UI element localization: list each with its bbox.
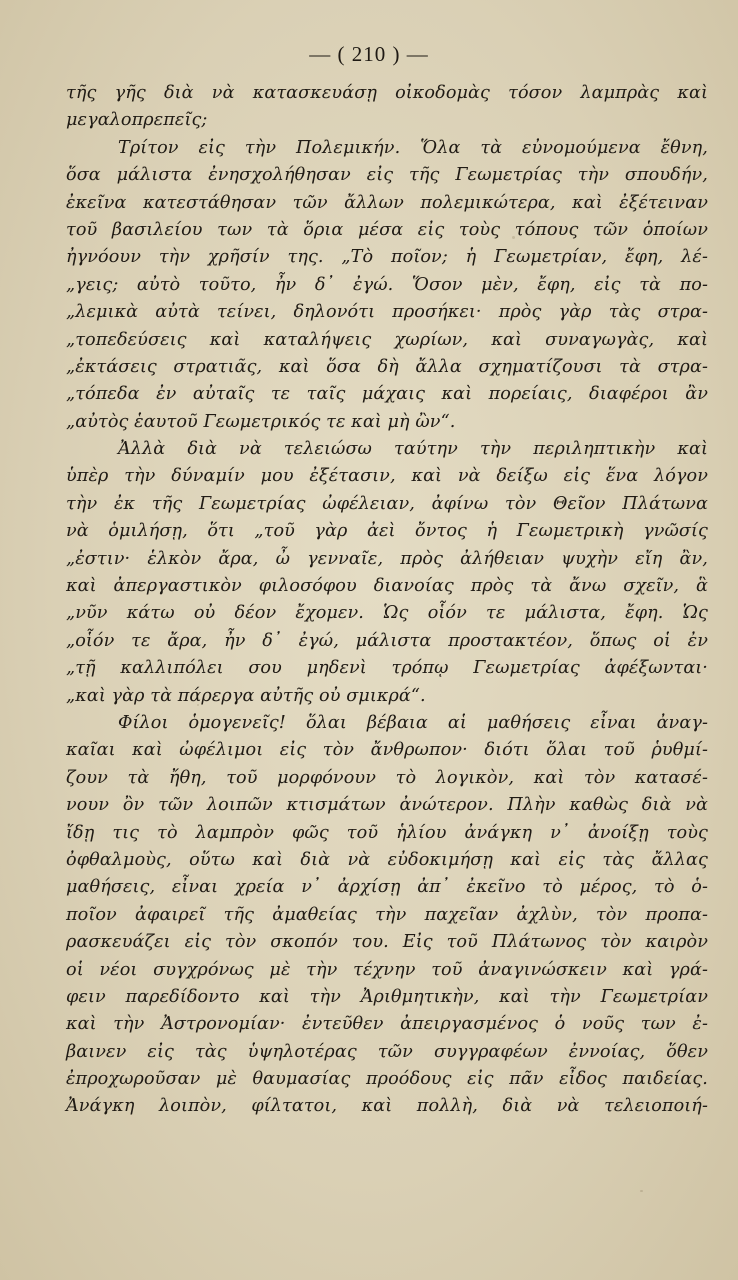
- text-line: „γεις; αὐτὸ τοῦτο, ἦν δ᾽ ἐγώ. Ὅσον μὲν, ἔφη, εἰς τὰ πο-: [66, 274, 708, 295]
- text-line: ρασκευάζει εἰς τὸν σκοπόν του. Εἰς τοῦ Πλάτωνος τὸν καιρὸν: [66, 932, 708, 953]
- text-line: ἠγνόουν τὴν χρῆσίν της. „Τὸ ποῖον; ἡ Γεωμετρίαν, ἔφη, λέ-: [66, 247, 708, 268]
- text-line: Ἀλλὰ διὰ νὰ τελειώσω ταύτην τὴν περιληπτικὴν καὶ: [118, 439, 708, 460]
- text-line: Ἀνάγκη λοιπὸν, φίλτατοι, καὶ πολλὴ, διὰ νὰ τελειοποιή-: [66, 1096, 708, 1117]
- text-line: ἐκεῖνα κατεστάθησαν τῶν ἄλλων πολεμικώτερα, καὶ ἐξέτειναν: [66, 192, 708, 213]
- text-line: ὑπὲρ τὴν δύναμίν μου ἐξέτασιν, καὶ νὰ δείξω εἰς ἕνα λόγον: [66, 466, 708, 487]
- text-line: Τρίτον εἰς τὴν Πολεμικήν. Ὅλα τὰ εὐνομούμενα ἔθνη,: [118, 137, 708, 158]
- text-line: φειν παρεδίδοντο καὶ τὴν Ἀριθμητικὴν, καὶ τὴν Γεωμετρίαν: [66, 986, 708, 1007]
- text-line: τῆς γῆς διὰ νὰ κατασκευάσῃ οἰκοδομὰς τόσον λαμπρὰς καὶ: [66, 83, 708, 103]
- text-line: „τῇ καλλιπόλει σου μηδενὶ τρόπῳ Γεωμετρίας ἀφέξωνται·: [66, 658, 708, 679]
- text-line: „καὶ γὰρ τὰ πάρεργα αὐτῆς οὐ σμικρά“.: [66, 685, 426, 706]
- text-line: ζουν τὰ ἤθη, τοῦ μορφόνουν τὸ λογικὸν, καὶ τὸν κατασέ-: [66, 767, 708, 788]
- text-line: „νῦν κάτω οὐ δέον ἔχομεν. Ὡς οἷόν τε μάλιστα, ἔφη. Ὡς: [66, 603, 708, 624]
- text-line: Φίλοι ὁμογενεῖς! ὅλαι βέβαια αἱ μαθήσεις εἶναι ἀναγ-: [118, 712, 708, 733]
- page-number-header: — ( 210 ) —: [309, 42, 429, 66]
- text-line: οἱ νέοι συγχρόνως μὲ τὴν τέχνην τοῦ ἀναγινώσκειν καὶ γρά-: [66, 959, 708, 980]
- text-line: τοῦ βασιλείου των τὰ ὅρια μέσα εἰς τοὺς τόπους τῶν ὁποίων: [66, 219, 708, 240]
- text-line: καῖαι καὶ ὠφέλιμοι εἰς τὸν ἄνθρωπον· διότι ὅλαι τοῦ ῥυθμί-: [66, 740, 708, 761]
- text-line: „τόπεδα ἐν αὐταῖς τε ταῖς μάχαις καὶ πορείαις, διαφέροι ἂν: [66, 384, 708, 405]
- text-line: ἴδῃ τις τὸ λαμπρὸν φῶς τοῦ ἡλίου ἀνάγκη ν᾽ ἀνοίξῃ τοὺς: [66, 822, 708, 843]
- text-line: „λεμικὰ αὐτὰ τείνει, δηλονότι προσήκει· πρὸς γὰρ τὰς στρα-: [66, 302, 708, 323]
- text-line: ὅσα μάλιστα ἐνησχολήθησαν εἰς τῆς Γεωμετρίας τὴν σπουδήν,: [66, 165, 708, 186]
- text-line: ποῖον ἀφαιρεῖ τῆς ἀμαθείας τὴν παχεῖαν ἀχλὺν, τὸν προπα-: [66, 904, 708, 925]
- text-line: ὀφθαλμοὺς, οὕτω καὶ διὰ νὰ εὐδοκιμήσῃ καὶ εἰς τὰς ἄλλας: [66, 849, 708, 870]
- paper-speck: [640, 1190, 643, 1192]
- text-line: καὶ ἀπεργαστικὸν φιλοσόφου διανοίας πρὸς τὰ ἄνω σχεῖν, ἃ: [66, 576, 708, 597]
- text-line: „ἐκτάσεις στρατιᾶς, καὶ ὅσα δὴ ἄλλα σχηματίζουσι τὰ στρα-: [66, 356, 708, 377]
- text-line: „ἐστιν· ἑλκὸν ἄρα, ὦ γενναῖε, πρὸς ἀλήθειαν ψυχὴν εἴη ἂν,: [66, 548, 708, 569]
- text-line: „αὐτὸς ἑαυτοῦ Γεωμετρικός τε καὶ μὴ ὢν“.: [66, 411, 456, 432]
- text-line: βαινεν εἰς τὰς ὑψηλοτέρας τῶν συγγραφέων ἐννοίας, ὅθεν: [66, 1041, 708, 1062]
- text-line: νὰ ὁμιλήσῃ, ὅτι „τοῦ γὰρ ἀεὶ ὄντος ἡ Γεωμετρικὴ γνῶσίς: [66, 521, 708, 542]
- paper-speck: [197, 704, 199, 706]
- text-line: „τοπεδεύσεις καὶ καταλήψεις χωρίων, καὶ συναγωγὰς, καὶ: [66, 329, 708, 350]
- text-line: καὶ τὴν Ἀστρονομίαν· ἐντεῦθεν ἀπειργασμένος ὁ νοῦς των ἐ-: [66, 1014, 708, 1035]
- text-line: ἐπροχωροῦσαν μὲ θαυμασίας προόδους εἰς πᾶν εἶδος παιδείας.: [66, 1069, 708, 1090]
- text-line: μεγαλοπρεπεῖς;: [66, 110, 208, 131]
- text-line: μαθήσεις, εἶναι χρεία ν᾽ ἀρχίσῃ ἀπ᾽ ἐκεῖνο τὸ μέρος, τὸ ὁ-: [66, 877, 708, 898]
- body-text: [66, 80, 708, 1121]
- paper-speck: [512, 236, 515, 239]
- text-line: „οἷόν τε ἄρα, ἦν δ᾽ ἐγώ, μάλιστα προστακτέον, ὅπως οἱ ἐν: [66, 630, 708, 651]
- text-line: τὴν ἐκ τῆς Γεωμετρίας ὠφέλειαν, ἀφίνω τὸν Θεῖον Πλάτωνα: [66, 493, 708, 514]
- text-line: νουν ὂν τῶν λοιπῶν κτισμάτων ἀνώτερον. Πλὴν καθὼς διὰ νὰ: [66, 795, 708, 816]
